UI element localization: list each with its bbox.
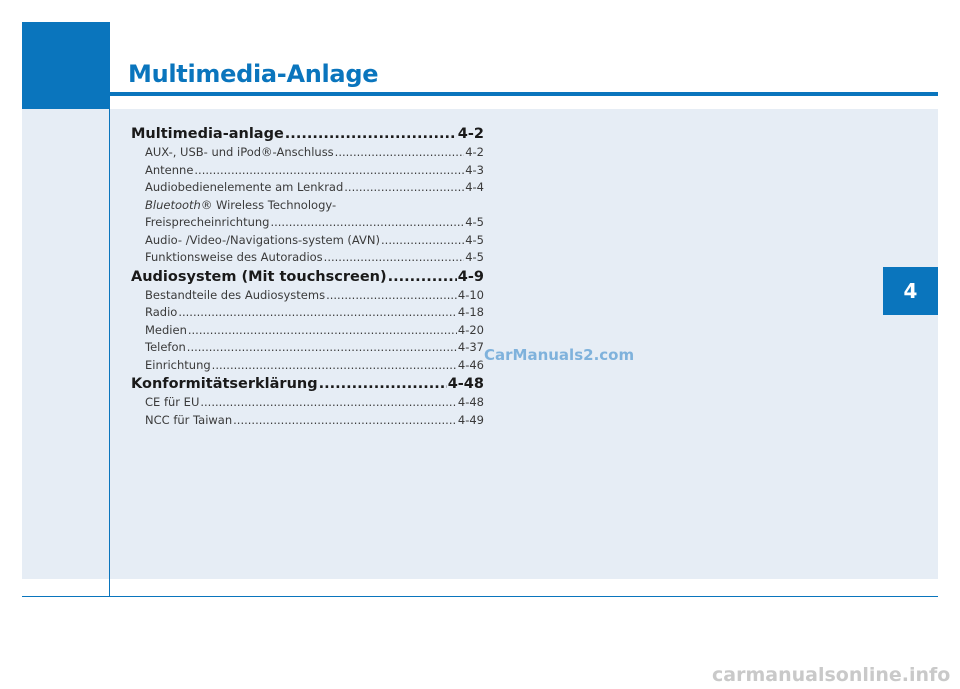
toc-item[interactable] bbox=[131, 304, 484, 322]
watermark-carmanualsonline: carmanualsonline.info bbox=[712, 664, 951, 686]
leader-dots bbox=[194, 162, 464, 180]
toc-page-number: 4-48 bbox=[447, 376, 484, 392]
table-of-contents bbox=[131, 124, 484, 429]
toc-item[interactable] bbox=[131, 232, 484, 250]
toc-item[interactable] bbox=[131, 144, 484, 162]
toc-item-bluetooth-line1[interactable] bbox=[131, 197, 484, 215]
toc-page-number: 4-10 bbox=[457, 287, 484, 302]
toc-section-audiosystem[interactable] bbox=[131, 267, 484, 287]
toc-item-label: NCC für Taiwan bbox=[145, 412, 233, 427]
toc-page-number: 4-9 bbox=[457, 268, 484, 285]
leader-dots bbox=[212, 357, 457, 375]
toc-item[interactable] bbox=[131, 162, 484, 180]
toc-page-number: 4-5 bbox=[465, 232, 484, 247]
leader-dots bbox=[187, 339, 457, 357]
toc-item-label-suffix: ® Wireless Technology- bbox=[200, 197, 337, 212]
toc-section-title: Multimedia-anlage bbox=[131, 126, 284, 142]
toc-page-number: 4-20 bbox=[457, 322, 484, 337]
leader-dots bbox=[319, 374, 447, 394]
leader-dots bbox=[326, 287, 457, 305]
toc-item-label: Medien bbox=[145, 322, 187, 337]
toc-item-label-italic: Bluetooth bbox=[145, 197, 201, 212]
toc-item-label: Funktionsweise des Autoradios bbox=[145, 250, 323, 264]
leader-dots bbox=[270, 214, 464, 232]
toc-item[interactable] bbox=[131, 339, 484, 357]
leader-dots bbox=[188, 322, 457, 340]
footer-rule bbox=[22, 596, 938, 597]
toc-page-number: 4-2 bbox=[465, 145, 484, 159]
toc-item-label: AUX-, USB- und iPod®-Anschluss bbox=[145, 145, 334, 159]
leader-dots bbox=[285, 124, 457, 144]
toc-page-number: 4-48 bbox=[457, 395, 484, 409]
toc-item[interactable] bbox=[131, 394, 484, 412]
toc-item-label: Audiobedienelemente am Lenkrad bbox=[145, 180, 344, 194]
toc-page-number: 4-18 bbox=[457, 305, 484, 319]
toc-item-label: Radio bbox=[145, 305, 178, 319]
toc-page-number: 4-49 bbox=[457, 412, 484, 427]
toc-page-number: 4-4 bbox=[465, 180, 484, 194]
leader-dots bbox=[388, 267, 457, 287]
leader-dots bbox=[344, 179, 464, 197]
toc-section-konformitaet[interactable] bbox=[131, 374, 484, 394]
leader-dots bbox=[335, 144, 465, 162]
toc-page-number: 4-5 bbox=[465, 250, 484, 264]
leader-dots bbox=[200, 394, 457, 412]
toc-item[interactable] bbox=[131, 357, 484, 375]
watermark-carmanuals2: CarManuals2.com bbox=[484, 346, 635, 364]
toc-section-title: Audiosystem (Mit touchscreen) bbox=[131, 268, 387, 285]
leader-dots bbox=[381, 232, 464, 250]
toc-item[interactable] bbox=[131, 249, 484, 267]
toc-item[interactable] bbox=[131, 322, 484, 340]
toc-item-label: Bestandteile des Audiosystems bbox=[145, 287, 326, 302]
vertical-rule bbox=[109, 22, 110, 597]
toc-section-title: Konformitätserklärung bbox=[131, 376, 318, 392]
toc-page-number: 4-3 bbox=[465, 162, 484, 177]
leader-dots bbox=[178, 304, 457, 322]
toc-page-number: 4-37 bbox=[457, 340, 484, 354]
toc-item-label: Audio- /Video-/Navigations-system (AVN) bbox=[145, 232, 381, 247]
toc-item-label: CE für EU bbox=[145, 395, 200, 409]
toc-item[interactable] bbox=[131, 179, 484, 197]
header-rule bbox=[109, 92, 938, 96]
header-color-block bbox=[22, 22, 109, 109]
toc-item-label: Antenne bbox=[145, 162, 194, 177]
left-margin-panel bbox=[22, 109, 109, 579]
toc-item-label: Telefon bbox=[145, 340, 186, 354]
toc-item-label: Freisprecheinrichtung bbox=[145, 215, 270, 229]
toc-item[interactable] bbox=[131, 412, 484, 430]
toc-page-number: 4-2 bbox=[457, 126, 484, 142]
toc-item[interactable] bbox=[131, 287, 484, 305]
leader-dots bbox=[233, 412, 457, 430]
toc-section-multimedia[interactable] bbox=[131, 124, 484, 144]
toc-item-bluetooth-line2[interactable] bbox=[131, 214, 484, 232]
leader-dots bbox=[324, 249, 465, 267]
page-title: Multimedia-Anlage bbox=[128, 60, 379, 88]
toc-page-number: 4-46 bbox=[457, 357, 484, 372]
chapter-tab[interactable]: 4 bbox=[883, 267, 938, 315]
toc-item-label: Einrichtung bbox=[145, 357, 211, 372]
toc-page-number: 4-5 bbox=[465, 215, 484, 229]
